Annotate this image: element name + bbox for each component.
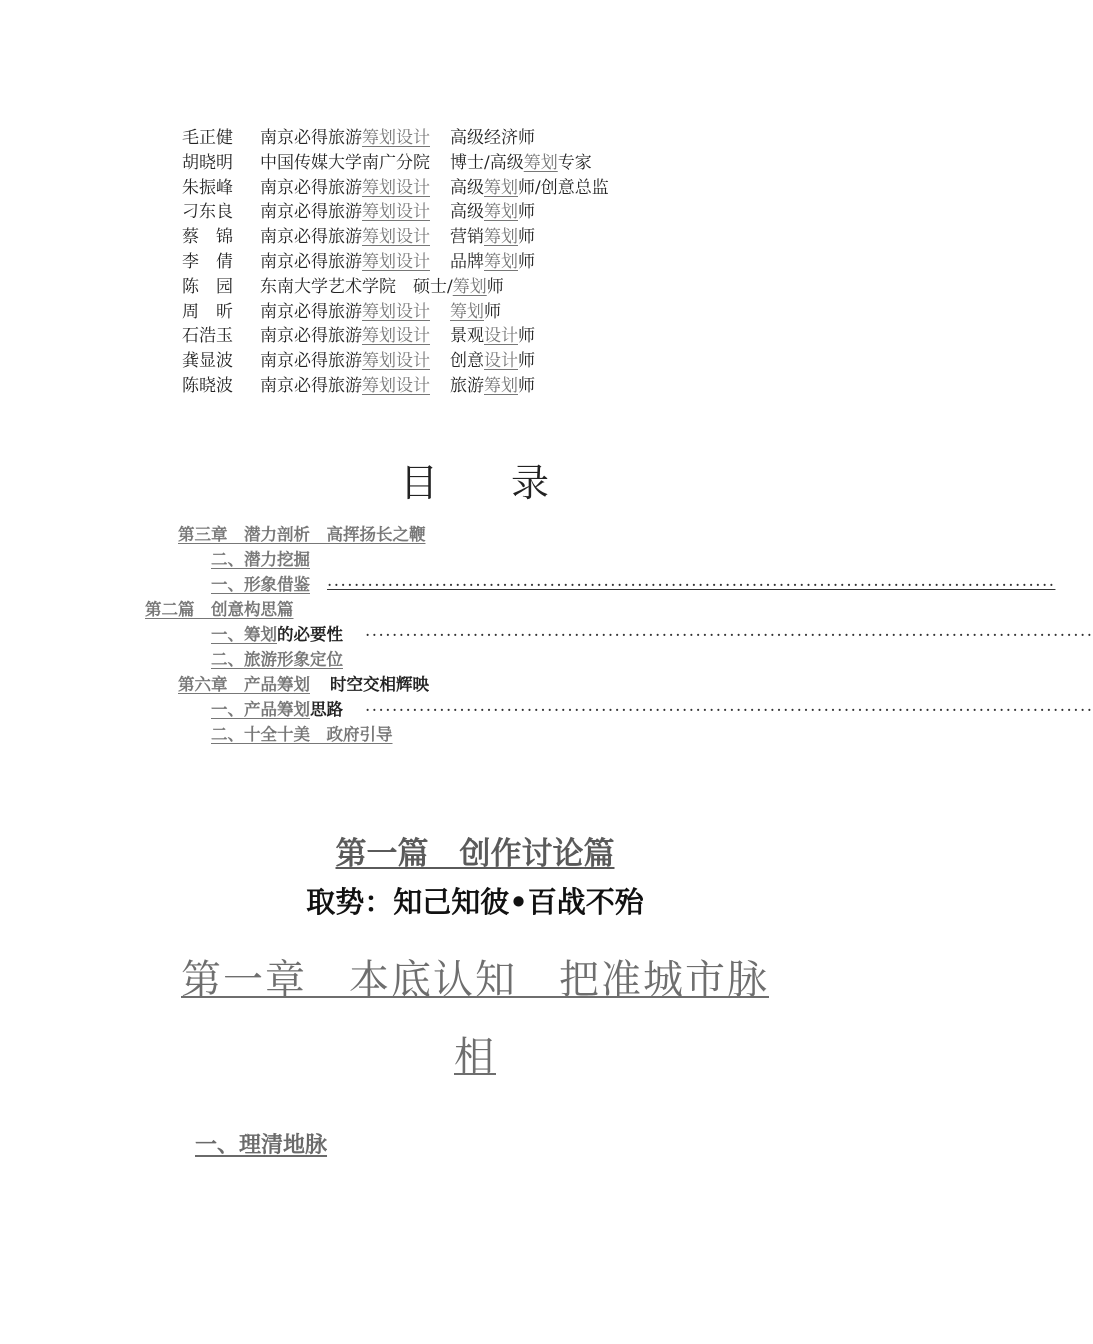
toc-entry-necessity-text: 的必要性 [277,625,343,644]
staff-list [182,126,609,399]
toc-dot-leader: ............................................................................................................ [327,571,1056,590]
staff-role [450,128,535,148]
toc-entry-chapter-3[interactable]: 第三章 潜力剖析 高挥扬长之鞭 [178,525,426,544]
staff-row [182,176,609,201]
staff-row [182,151,609,176]
staff-role-link[interactable]: 筹划 [484,375,518,396]
staff-role-text: 品牌 [450,251,484,272]
toc-dot-leader: ............................................................................................................ [365,621,1093,640]
staff-role-link[interactable]: 筹划 [450,301,484,322]
chapter-title-text-2: 相 [454,1034,496,1080]
staff-role-link[interactable]: 筹划 [484,202,518,223]
toc-entry-product-planning[interactable] [211,696,343,720]
toc-entry-necessity-link[interactable]: 一、筹划 [211,625,277,644]
staff-row [182,225,609,250]
staff-name: 胡晓明 [182,152,233,173]
staff-organization [260,302,430,322]
toc-entry-chapter-6-text: 时空交相辉映 [330,675,429,694]
staff-org-text: 东南大学艺术学院 硕士/ [260,276,453,297]
staff-org-text: 南京必得旅游 [260,326,362,347]
staff-role-link[interactable]: 设计 [484,351,518,372]
staff-name: 刁东良 [182,202,233,223]
staff-organization [260,128,430,148]
staff-role-text: 师 [518,227,535,248]
staff-role-text: 师 [486,276,504,297]
toc-title-char-1: 目 [399,461,439,505]
part-title-text: 第一篇 创作讨论篇 [335,836,615,872]
staff-role [450,302,501,322]
staff-role-text: 师 [518,351,535,372]
staff-name: 石浩玉 [182,326,233,347]
staff-organization [260,227,430,247]
section-heading-text: 一、理清地脉 [195,1132,328,1158]
staff-name: 周 昕 [182,301,233,322]
staff-row [182,250,609,275]
staff-name: 龚显波 [182,351,233,372]
staff-org-text: 南京必得旅游 [260,128,362,148]
staff-role-link[interactable]: 筹划 [523,152,558,173]
staff-role-text: 旅游 [450,375,484,396]
staff-row [182,374,609,399]
staff-role [453,277,504,297]
staff-role-link[interactable]: 筹划 [452,276,487,297]
staff-org-text: 南京必得旅游 [260,177,362,198]
staff-role-link[interactable]: 筹划 [484,177,518,198]
chapter-title-line-1 [0,948,950,1005]
part-subtitle: 取势：知己知彼•百战不殆 [306,885,644,919]
staff-org-text: 南京必得旅游 [260,251,362,272]
toc-entry-potential-mining[interactable]: 二、潜力挖掘 [211,550,310,569]
staff-role [450,326,535,346]
staff-role-text: 师 [484,301,501,322]
staff-role [450,178,609,198]
staff-org-text: 南京必得旅游 [260,351,362,372]
toc-entry-chapter-6[interactable] [178,671,429,695]
staff-role-text: 高级经济师 [450,128,535,148]
staff-org-text: 南京必得旅游 [260,375,362,396]
toc-entry-government-guidance[interactable]: 二、十全十美 政府引导 [211,725,393,744]
staff-role [450,202,535,222]
staff-role-text: 师 [518,326,535,347]
staff-organization [260,252,430,272]
toc-entry-tourism-positioning[interactable]: 二、旅游形象定位 [211,650,343,669]
staff-role [450,153,592,173]
staff-name: 李 倩 [182,251,233,272]
staff-name: 陈晓波 [182,375,233,396]
staff-org-link[interactable]: 筹划设计 [362,326,430,347]
staff-organization [260,153,430,173]
staff-row [182,126,609,151]
staff-role-text: 师/创意总监 [518,177,609,198]
staff-name: 陈 园 [182,276,233,297]
chapter-title-line-2 [0,1025,950,1082]
staff-organization [260,351,430,371]
staff-row [182,275,609,300]
staff-org-text: 中国传媒大学南广分院 [260,152,430,173]
staff-role-text: 创意 [450,351,484,372]
staff-role-text: 高级 [450,177,484,198]
staff-organization [260,326,430,346]
staff-role-text: 师 [518,375,535,396]
staff-role-text: 营销 [450,227,484,248]
part-title [0,828,950,873]
toc-entry-necessity[interactable] [211,621,343,645]
chapter-title-text-1: 第一章 本底认知 把准城市脉 [181,957,769,1003]
staff-role-text: 景观 [450,326,484,347]
staff-org-link[interactable]: 筹划设计 [362,351,430,372]
staff-role-link[interactable]: 筹划 [484,227,518,248]
staff-role-text: 高级 [450,202,484,223]
toc-entry-product-planning-link[interactable]: 一、产品筹划 [211,700,310,719]
toc-title [0,452,950,507]
staff-org-text: 南京必得旅游 [260,301,362,322]
staff-org-link[interactable]: 筹划设计 [362,177,430,198]
staff-org-link[interactable]: 筹划设计 [362,202,430,223]
staff-org-link[interactable]: 筹划设计 [362,375,430,396]
staff-role [450,351,535,371]
staff-row [182,349,609,374]
staff-organization [260,178,430,198]
staff-org-link[interactable]: 筹划设计 [362,251,430,272]
toc-entry-image-reference[interactable]: 一、形象借鉴 [211,575,310,594]
staff-name: 蔡 锦 [182,227,233,248]
staff-name: 朱振峰 [182,177,233,198]
toc-entry-part-2[interactable]: 第二篇 创意构思篇 [145,600,294,619]
staff-row [182,200,609,225]
staff-row [182,324,609,349]
staff-role-text: 专家 [557,152,592,173]
staff-role-text: 博士/高级 [450,152,524,173]
staff-role-link[interactable]: 筹划 [484,251,518,272]
staff-org-link[interactable]: 筹划设计 [362,301,430,322]
staff-role [450,227,535,247]
toc-entry-chapter-6-link[interactable]: 第六章 产品筹划 [178,675,310,694]
toc-entry-product-planning-text: 思路 [310,700,343,719]
staff-role [450,252,535,272]
staff-role-link[interactable]: 设计 [484,326,518,347]
staff-org-link[interactable]: 筹划设计 [362,128,430,148]
staff-organization [260,277,453,297]
staff-role-text: 师 [518,202,535,223]
staff-org-link[interactable]: 筹划设计 [362,227,430,248]
staff-org-text: 南京必得旅游 [260,202,362,223]
section-heading [195,1128,327,1159]
toc-dot-leader: ............................................................................................................ [365,696,1093,715]
staff-role [450,376,535,396]
staff-name: 毛正健 [182,128,233,148]
toc-title-char-2: 录 [511,461,551,505]
staff-organization [260,202,430,222]
staff-org-text: 南京必得旅游 [260,227,362,248]
staff-organization [260,376,430,396]
staff-role-text: 师 [518,251,535,272]
staff-row [182,300,609,325]
